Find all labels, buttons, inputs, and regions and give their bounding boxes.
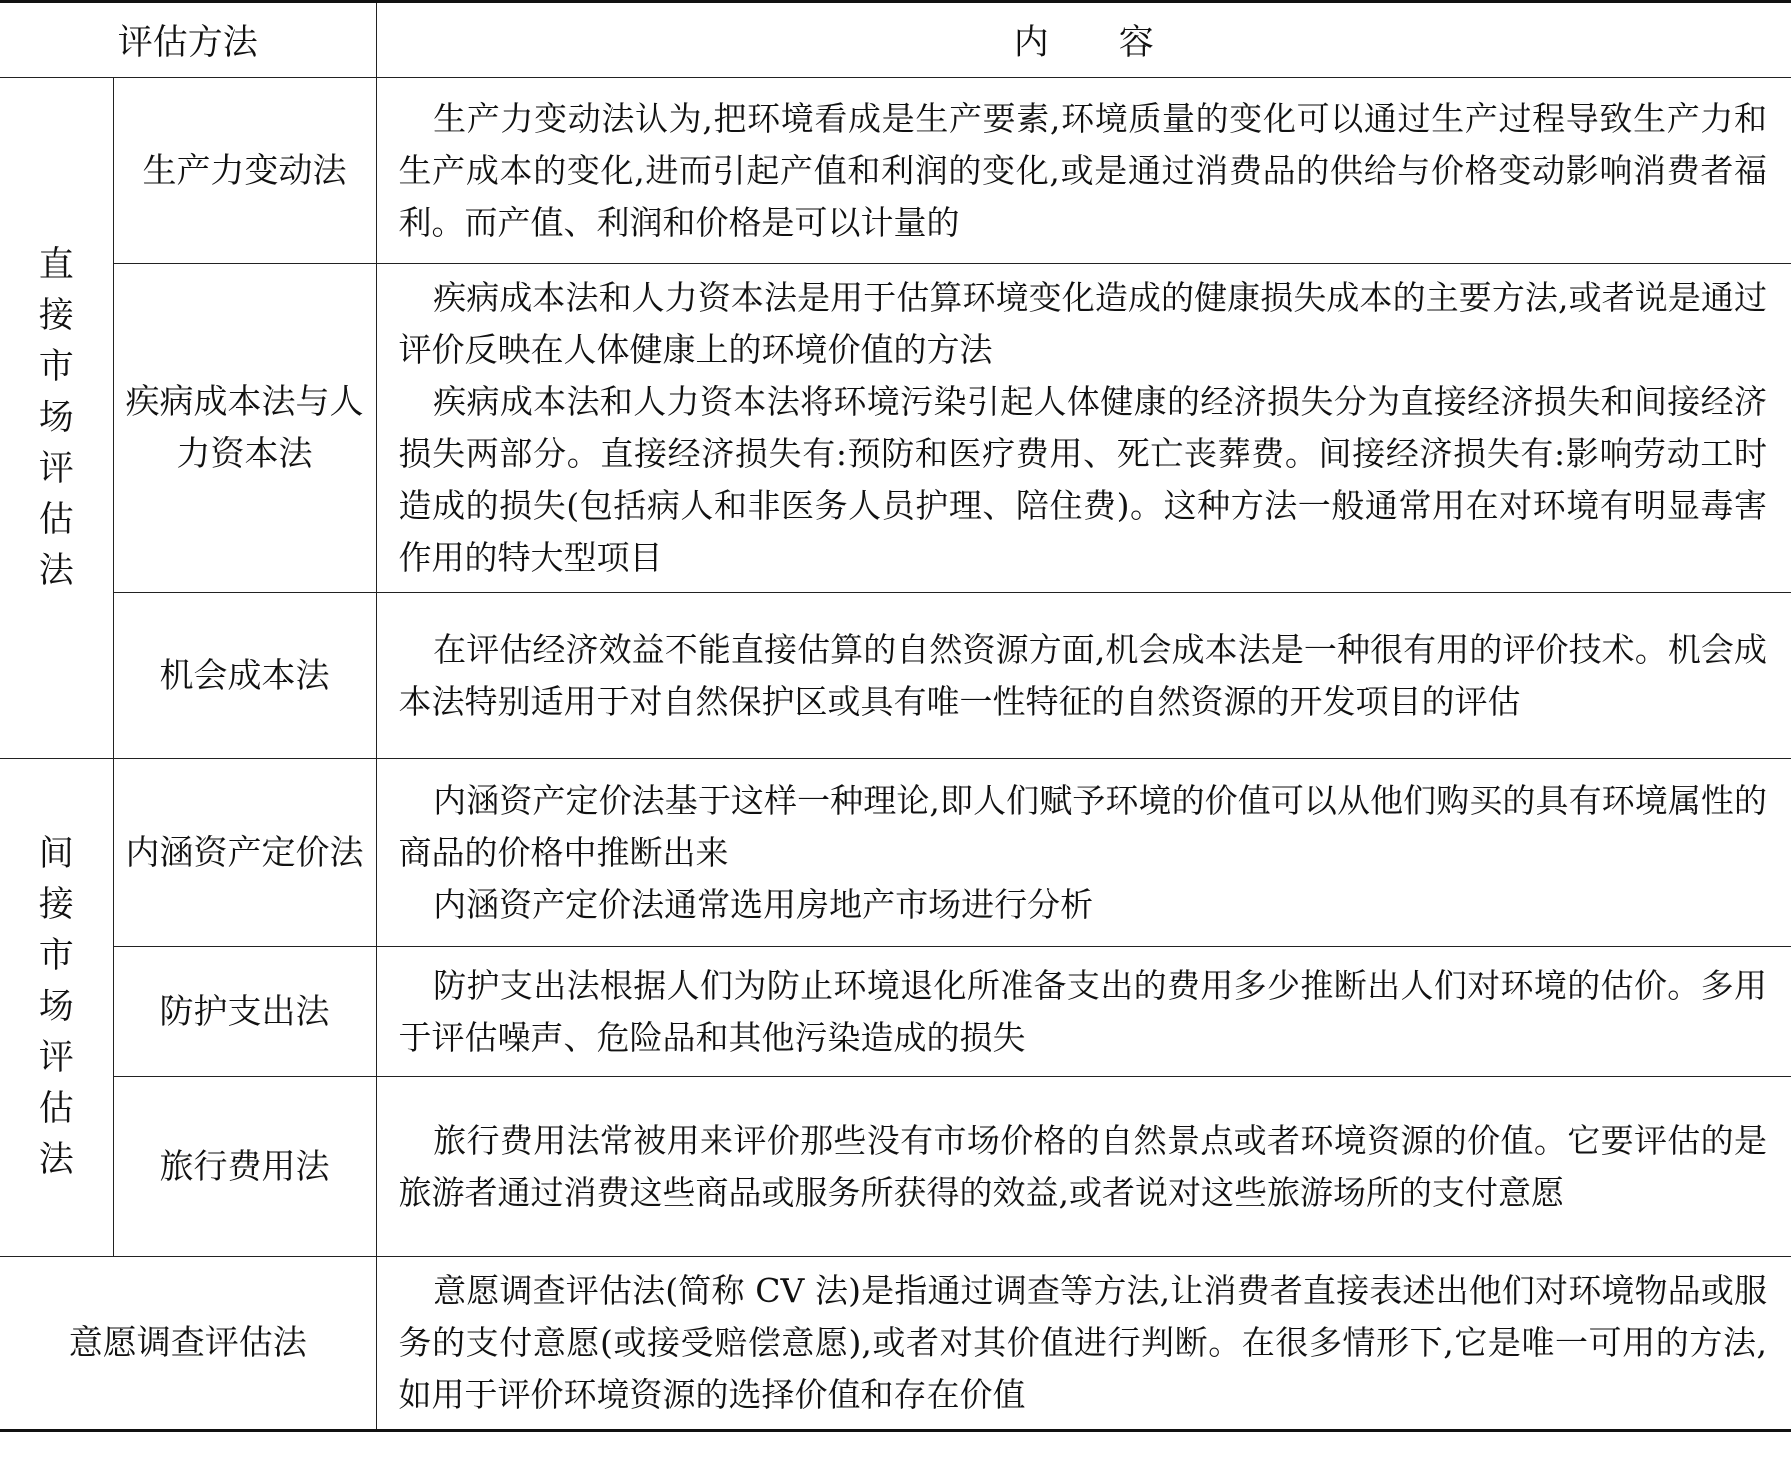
content-paragraph: 意愿调查评估法(简称 CV 法)是指通过调查等方法,让消费者直接表述出他们对环境物品或服务的支付意愿(或接受赔偿意愿),或者对其价值进行判断。在很多情形下,它是唯一可用的方法,如用于评价环境资源的选择价值和存在价值: [398, 1271, 1768, 1414]
group-label-char: 估: [38, 499, 74, 540]
method-cell: 内涵资产定价法: [113, 759, 376, 947]
content-paragraph: 旅行费用法常被用来评价那些没有市场价格的自然景点或者环境资源的价值。它要评估的是旅游者通过消费这些商品或服务所获得的效益,或者说对这些旅游场所的支付意愿: [398, 1120, 1768, 1212]
group-label-char: 市: [38, 936, 74, 976]
table-row: [0, 264, 1791, 593]
content-cell: [376, 264, 1791, 593]
table-row: [0, 759, 1791, 947]
content-paragraph: 疾病成本法和人力资本法是用于估算环境变化造成的健康损失成本的主要方法,或者说是通过评价反映在人体健康上的环境价值的方法: [398, 278, 1768, 369]
content-paragraph: 内涵资产定价法基于这样一种理论,即人们赋予环境的价值可以从他们购买的具有环境属性的商品的价格中推断出来: [398, 780, 1768, 872]
group-label-char: 市: [38, 346, 74, 387]
group-label-direct: [0, 78, 113, 759]
method-cell: 旅行费用法: [113, 1077, 376, 1257]
content-cell: [376, 759, 1791, 947]
group-label-char: 估: [38, 1089, 74, 1129]
content-paragraph: 生产力变动法认为,把环境看成是生产要素,环境质量的变化可以通过生产过程导致生产力和生产成本的变化,进而引起产值和利润的变化,或是通过消费品的供给与价格变动影响消费者福利。而产值、利润和价格是可以计量的: [398, 98, 1768, 242]
method-cell: 生产力变动法: [113, 78, 376, 264]
table-row: [0, 593, 1791, 759]
content-cell: [376, 1257, 1791, 1431]
content-cell: [376, 947, 1791, 1077]
group-label-char: 间: [38, 834, 74, 874]
table-row: [0, 78, 1791, 264]
group-label-char: 法: [38, 1140, 74, 1180]
content-paragraph: 防护支出法根据人们为防止环境退化所准备支出的费用多少推断出人们对环境的估价。多用于评估噪声、危险品和其他污染造成的损失: [398, 965, 1768, 1057]
group-label-char: 直: [38, 244, 74, 285]
group-label-char: 法: [38, 550, 74, 591]
method-cell: 疾病成本法与人力资本法: [113, 264, 376, 593]
table-header-row: [0, 2, 1791, 78]
table-row: [0, 947, 1791, 1077]
group-label-indirect: [0, 759, 113, 1257]
table-row: [0, 1257, 1791, 1431]
content-cell: [376, 1077, 1791, 1257]
content-paragraph: 内涵资产定价法通常选用房地产市场进行分析: [433, 884, 1094, 924]
group-label-char: 场: [38, 987, 74, 1027]
content-paragraph: 疾病成本法和人力资本法将环境污染引起人体健康的经济损失分为直接经济损失和间接经济损失两部分。直接经济损失有:预防和医疗费用、死亡丧葬费。间接经济损失有:影响劳动工时造成的损失(包括病人和非医务人员护理、陪住费)。这种方法一般通常用在对环境有明显毒害作用的特大型项目: [398, 382, 1768, 577]
method-cell: 防护支出法: [113, 947, 376, 1077]
content-cell: [376, 78, 1791, 264]
group-label-char: 评: [38, 1038, 74, 1078]
header-method: 评估方法: [0, 2, 376, 78]
header-content: 内 容: [376, 2, 1791, 78]
group-label-char: 接: [38, 295, 74, 336]
content-paragraph: 在评估经济效益不能直接估算的自然资源方面,机会成本法是一种很有用的评价技术。机会成本法特别适用于对自然保护区或具有唯一性特征的自然资源的开发项目的评估: [398, 629, 1768, 721]
group-label-char: 场: [38, 397, 74, 438]
group-label-char: 接: [38, 885, 74, 925]
content-cell: [376, 593, 1791, 759]
table-row: [0, 1077, 1791, 1257]
group-label-char: 评: [38, 448, 74, 489]
method-cell: 意愿调查评估法: [0, 1257, 376, 1431]
method-cell: 机会成本法: [113, 593, 376, 759]
